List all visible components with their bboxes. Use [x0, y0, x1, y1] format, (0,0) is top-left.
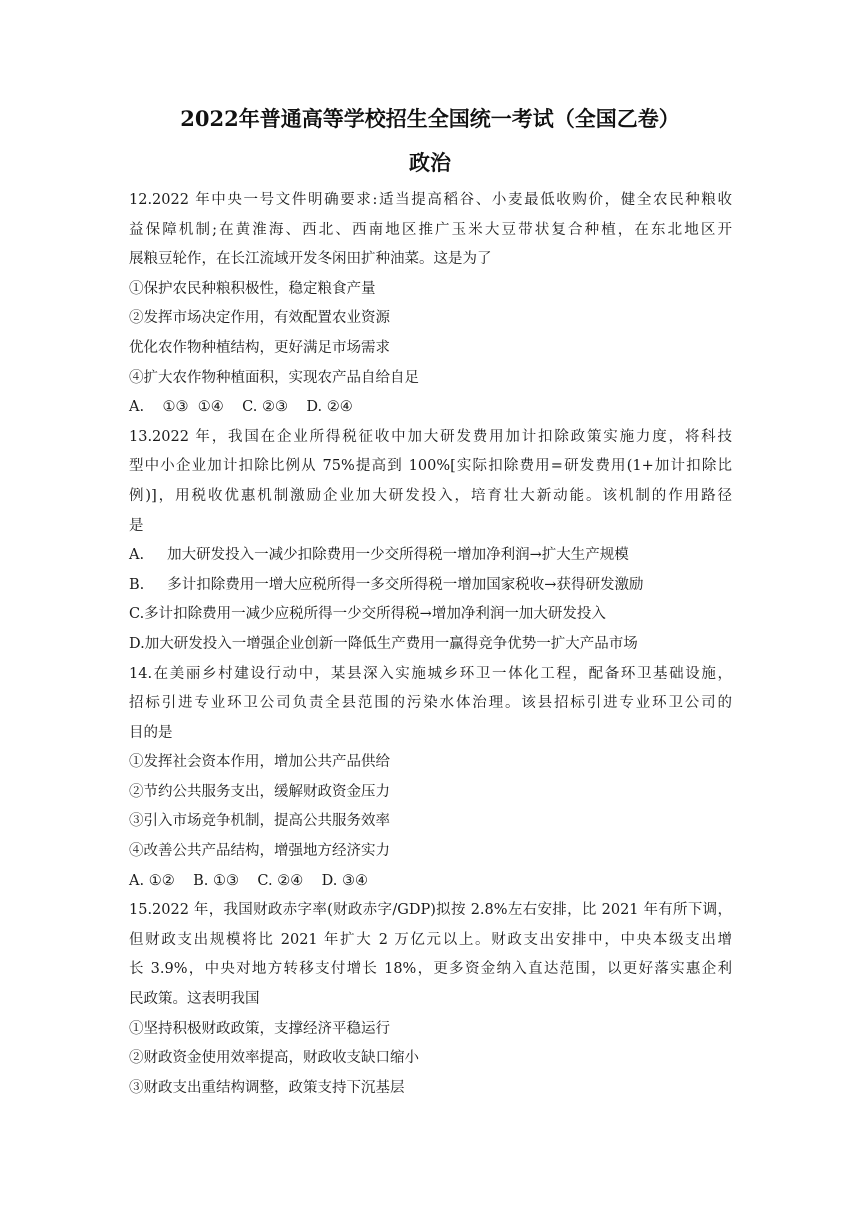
- q14-statement-1: ①发挥社会资本作用，增加公共产品供给: [129, 754, 390, 771]
- q14-stem-line: 招标引进专业环卫公司负责全县范围的污染水体治理。该县招标引进专业环卫公司的: [129, 695, 732, 712]
- q12-statement-2: ②发挥市场决定作用，有效配置农业资源: [129, 310, 390, 327]
- q14-stem-line: 目的是: [129, 724, 173, 741]
- q15-stem-line: 长 3.9%，中央对地方转移支付增长 18%，更多资金纳入直达范围，以更好落实惠企利: [129, 961, 732, 978]
- q14-answer-options: A. ①② B. ①③ C. ②④ D. ③④: [129, 872, 368, 889]
- subject-heading: 政治: [409, 150, 451, 175]
- q15-stem-line: 民政策。这表明我国: [129, 991, 260, 1008]
- q15-statement-3: ③财政支出重结构调整，政策支持下沉基层: [129, 1079, 405, 1096]
- q13-stem-line: 是: [129, 517, 144, 534]
- document-title: 2022年普通高等学校招生全国统一考试（全国乙卷）: [180, 106, 680, 131]
- q13-stem-line: 型中小企业加计扣除比例从 75%提高到 100%[实际扣除费用=研发费用(1+加计扣除比: [129, 458, 732, 475]
- q15-stem-line: 15.2022 年，我国财政赤字率(财政赤字/GDP)拟按 2.8%左右安排，比 2021 年有所下调，: [129, 902, 732, 919]
- q13-stem-line: 13.2022 年，我国在企业所得税征收中加大研发费用加计扣除政策实施力度，将科技: [129, 428, 732, 445]
- q13-option-b: B. 多计扣除费用一增大应税所得一多交所得税一增加国家税收→获得研发激励: [129, 576, 644, 593]
- document-body: [129, 186, 732, 1103]
- q14-statement-4: ④改善公共产品结构，增强地方经济实力: [129, 843, 390, 860]
- q12-stem-line: 展粮豆轮作，在长江流域开发冬闲田扩种油菜。这是为了: [129, 251, 492, 268]
- q12-statement-1: ①保护农民种粮积极性，稳定粮食产量: [129, 280, 376, 297]
- q14-statement-3: ③引入市场竞争机制，提高公共服务效率: [129, 813, 390, 830]
- q15-statement-2: ②财政资金使用效率提高，财政收支缺口缩小: [129, 1050, 419, 1067]
- q12-answer-options: A. ①③ ①④ C. ②③ D. ②④: [129, 399, 353, 416]
- q14-stem-line: 14.在美丽乡村建设行动中，某县深入实施城乡环卫一体化工程，配备环卫基础设施，: [129, 665, 732, 682]
- q12-stem-line: 12.2022 年中央一号文件明确要求:适当提高稻谷、小麦最低收购价，健全农民种粮收: [129, 192, 732, 208]
- q13-stem-line: 例)]，用税收优惠机制激励企业加大研发投入，培育壮大新动能。该机制的作用路径: [129, 487, 732, 504]
- q13-option-a: A. 加大研发投入一减少扣除费用一少交所得税一增加净利润→扩大生产规模: [129, 547, 629, 564]
- q15-stem-line: 但财政支出规模将比 2021 年扩大 2 万亿元以上。财政支出安排中，中央本级支出增: [129, 931, 732, 948]
- q12-statement-3: 优化农作物种植结构，更好满足市场需求: [129, 339, 390, 356]
- q15-statement-1: ①坚持积极财政政策，支撑经济平稳运行: [129, 1020, 390, 1037]
- q12-statement-4: ④扩大农作物种植面积，实现农产品自给自足: [129, 369, 419, 386]
- q14-statement-2: ②节约公共服务支出，缓解财政资金压力: [129, 783, 390, 800]
- q13-option-c: C.多计扣除费用一减少应税所得一少交所得税→增加净利润一加大研发投入: [129, 606, 606, 623]
- q12-stem-line: 益保障机制;在黄淮海、西北、西南地区推广玉米大豆带状复合种植，在东北地区开: [129, 221, 732, 238]
- q13-option-d: D.加大研发投入一增强企业创新一降低生产费用一赢得竞争优势一扩大产品市场: [129, 635, 638, 652]
